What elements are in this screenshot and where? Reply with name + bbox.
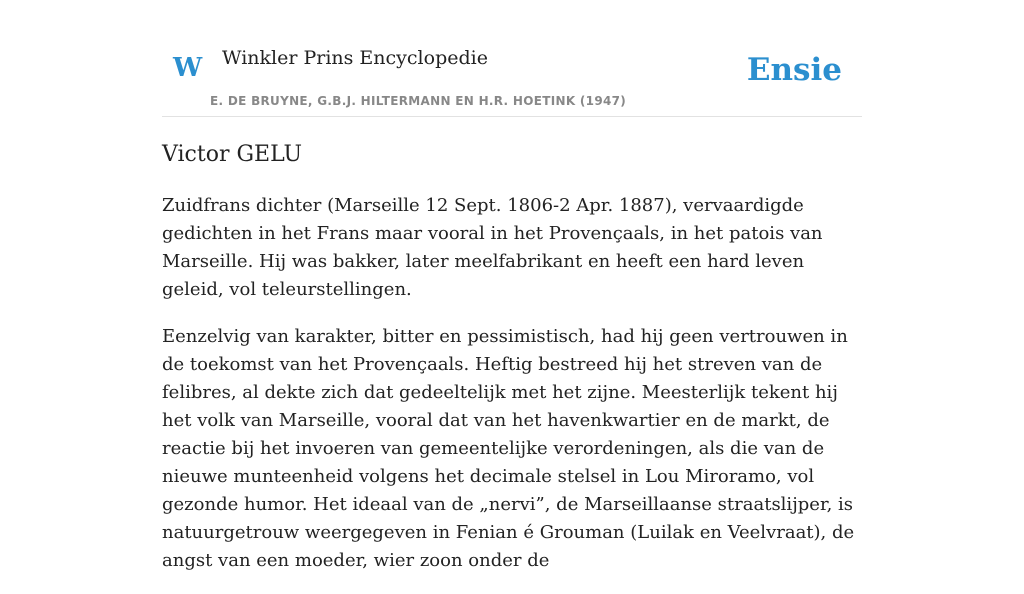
winkler-prins-logo-icon[interactable]: W (173, 53, 203, 83)
source-header (162, 0, 862, 117)
article-paragraph: Zuidfrans dichter (Marseille 12 Sept. 1806-2 Apr. 1887), vervaardigde gedichten in het Frans maar vooral in het Provençaals, in het patois van Marseille. Hij was bakker, later meelfabrikant en heeft een hard leven geleid, vol teleurstellingen. (162, 195, 823, 300)
article-paragraph: Eenzelvig van karakter, bitter en pessimistisch, had hij geen vertrouwen in de toekomst van het Provençaals. Heftig bestreed hij het streven van de felibres, al dekte zich dat gedeeltelijk met het zijne. Meesterlijk tekent hij het volk van Marseille, vooral dat van het havenkwartier en de markt, de reactie bij het invoeren van gemeentelijke verordeningen, als die van de nieuwe munteenheid volgens het decimale stelsel in Lou Miroramo, vol gezonde humor. Het ideaal van de „nervi”, de Marseillaanse straatslijper, is natuurgetrouw weergegeven in Fenian é Grouman (Luilak en Veelvraat), de angst van een moeder, wier zoon onder de (162, 326, 855, 571)
article-body (162, 192, 862, 594)
page (162, 0, 862, 571)
source-title-link[interactable]: Winkler Prins Encyclopedie (222, 47, 488, 69)
article-title: Victor GELU (162, 142, 303, 167)
source-authors: E. DE BRUYNE, G.B.J. HILTERMANN EN H.R. HOETINK (1947) (210, 94, 627, 108)
ensie-logo-link[interactable]: Ensie (746, 52, 842, 88)
